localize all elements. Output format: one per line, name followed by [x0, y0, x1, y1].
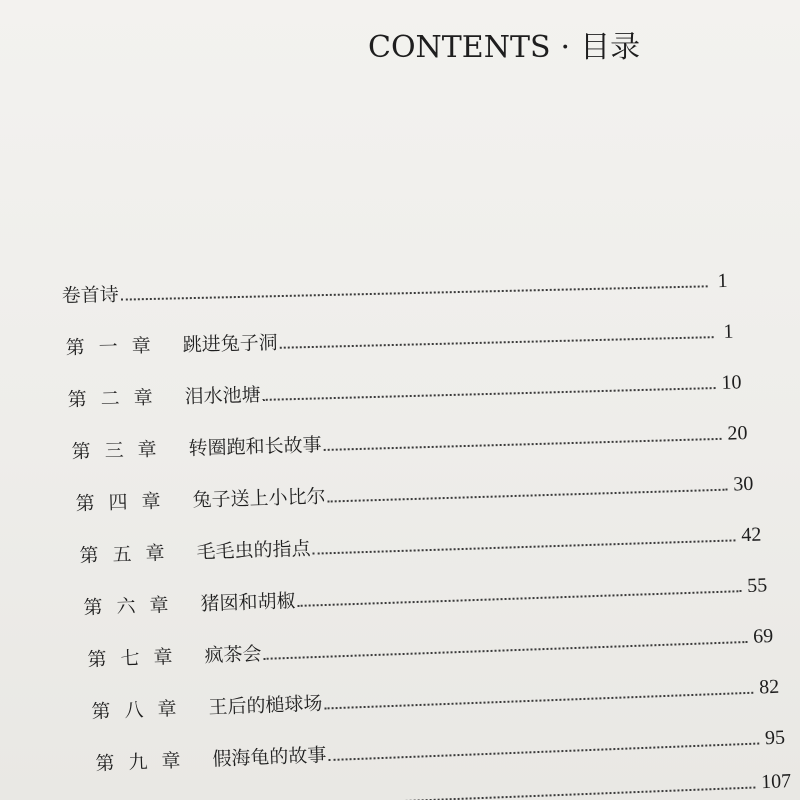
chapter-title: 跳进兔子洞: [182, 331, 278, 357]
page-number: 107: [760, 770, 792, 794]
toc-entry-chapter-1[interactable]: [65, 314, 734, 360]
dot-leader: [121, 284, 708, 300]
chapter-title: 兔子送上小比尔: [192, 485, 326, 512]
dot-leader: [325, 691, 754, 710]
chapter-title: 转圈跑和长故事: [188, 434, 322, 460]
chapter-title: 泪水池塘: [184, 383, 261, 408]
dot-leader: [264, 640, 748, 660]
toc-entry-chapter-6[interactable]: [83, 567, 768, 620]
chapter-number: 第一章: [65, 334, 165, 360]
page-number: 10: [721, 371, 742, 394]
page-number: 55: [746, 574, 768, 597]
dot-leader: [302, 786, 756, 800]
page-number: 1: [723, 320, 734, 343]
page-number: 42: [740, 523, 762, 547]
dot-leader: [328, 488, 728, 503]
toc-entry-chapter-10[interactable]: [299, 763, 792, 800]
chapter-title: 王后的槌球场: [208, 692, 323, 719]
toc-label: 卷首诗: [61, 283, 119, 308]
chapter-title: 疯茶会: [204, 642, 262, 667]
chapter-number: 第八章: [91, 697, 191, 724]
toc-entry-chapter-3[interactable]: [71, 415, 748, 464]
toc-entry-chapter-2[interactable]: [67, 364, 742, 412]
chapter-title: 猪囡和胡椒: [200, 589, 296, 616]
title-chinese: 目录: [580, 30, 641, 65]
chapter-number: 第六章: [83, 593, 183, 620]
chapter-number: 第二章: [67, 386, 167, 412]
page-number: 30: [733, 472, 754, 496]
dot-leader: [298, 589, 742, 607]
dot-leader: [263, 386, 716, 401]
page-number: 69: [752, 625, 774, 648]
page-number: 82: [758, 675, 780, 699]
dot-leader: [313, 538, 736, 554]
page-number: 1: [717, 269, 728, 293]
dot-leader: [329, 742, 760, 762]
chapter-number: 第三章: [71, 438, 171, 464]
chapter-number: 第七章: [87, 645, 187, 672]
dot-leader: [280, 335, 714, 349]
title-english: CONTENTS: [368, 30, 551, 65]
dot-leader: [324, 437, 722, 451]
chapter-number: 第四章: [75, 490, 175, 516]
toc-entry-chapter-4[interactable]: [75, 466, 754, 516]
chapter-title: 毛毛虫的指点: [196, 537, 311, 564]
page-number: 95: [764, 726, 786, 750]
chapter-number: 第九章: [95, 749, 195, 776]
toc-entry-chapter-5[interactable]: [79, 517, 762, 568]
title-separator: ·: [560, 30, 571, 65]
toc-entry-prologue[interactable]: [61, 263, 728, 308]
toc-entry-chapter-7[interactable]: [87, 618, 774, 672]
chapter-title: 假海龟的故事: [212, 744, 327, 771]
toc-entry-chapter-8[interactable]: [91, 669, 780, 724]
page-number: 20: [727, 422, 748, 445]
chapter-number: 第五章: [79, 541, 179, 568]
